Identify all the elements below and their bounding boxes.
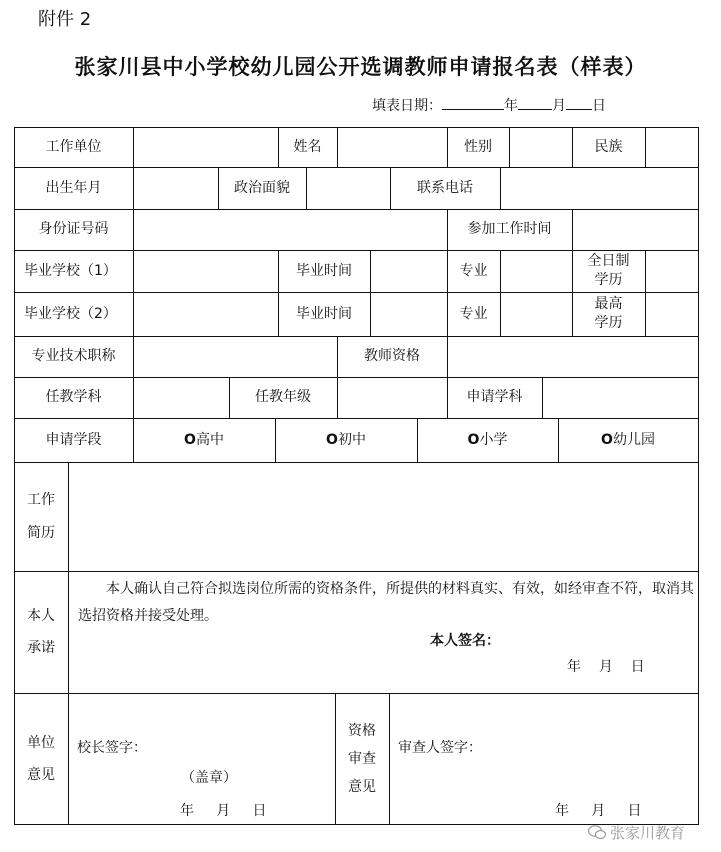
label-id-number: 身份证号码 bbox=[38, 221, 109, 238]
birth-date-field[interactable] bbox=[133, 167, 218, 209]
label-qualification-review bbox=[335, 693, 389, 825]
label-teacher-qual: 教师资格 bbox=[364, 348, 420, 365]
year-unit: 年 bbox=[504, 98, 518, 114]
month-unit: 月 bbox=[591, 803, 606, 819]
label-fulltime-edu-line2: 学历 bbox=[594, 272, 623, 288]
label-teaching-subject: 任教学科 bbox=[45, 389, 102, 406]
label-pledge-line2: 承诺 bbox=[27, 640, 55, 656]
label-work-history-line1: 工作 bbox=[27, 492, 55, 509]
label-grad-time-2: 毕业时间 bbox=[296, 305, 352, 322]
label-teaching-grade: 任教年级 bbox=[255, 389, 311, 406]
wechat-icon bbox=[588, 825, 606, 840]
work-history-field[interactable] bbox=[68, 462, 698, 571]
teaching-subject-field[interactable] bbox=[133, 377, 229, 418]
school-1-field[interactable] bbox=[133, 250, 278, 292]
day-unit: 日 bbox=[630, 659, 645, 675]
level-label: 高中 bbox=[195, 431, 224, 448]
political-status-field[interactable] bbox=[306, 167, 390, 209]
label-prof-title: 专业技术职称 bbox=[31, 348, 116, 365]
radio-circle-icon: O bbox=[184, 431, 196, 448]
name-field[interactable] bbox=[337, 127, 447, 167]
level-option-primary-school[interactable] bbox=[417, 418, 558, 462]
label-work-history bbox=[14, 462, 68, 571]
year-unit: 年 bbox=[180, 803, 194, 819]
month-unit: 月 bbox=[216, 803, 231, 819]
grad-time-2-field[interactable] bbox=[370, 292, 447, 336]
major-1-field[interactable] bbox=[500, 250, 572, 292]
gender-field[interactable] bbox=[509, 127, 572, 167]
label-review-line1: 资格 bbox=[348, 723, 376, 739]
year-unit: 年 bbox=[567, 659, 581, 675]
reviewer-signature-label[interactable]: 审查人签字： bbox=[398, 740, 482, 756]
label-fulltime-edu bbox=[572, 250, 645, 292]
teacher-qual-field[interactable] bbox=[447, 336, 698, 377]
radio-circle-icon: O bbox=[601, 431, 613, 448]
label-work-history-line2: 简历 bbox=[27, 524, 55, 541]
year-unit: 年 bbox=[555, 803, 569, 819]
label-work-unit: 工作单位 bbox=[45, 138, 102, 155]
label-school-1: 毕业学校（1） bbox=[24, 262, 117, 279]
fulltime-edu-field[interactable] bbox=[645, 250, 698, 292]
label-major-1: 专业 bbox=[459, 262, 488, 279]
month-unit: 月 bbox=[552, 98, 566, 114]
label-unit-opinion-line1: 单位 bbox=[27, 734, 55, 751]
label-fulltime-edu-line1: 全日制 bbox=[587, 253, 630, 270]
day-unit: 日 bbox=[592, 98, 606, 114]
label-pledge-line1: 本人 bbox=[27, 607, 55, 624]
level-option-middle-school[interactable] bbox=[275, 418, 417, 462]
level-option-kindergarten[interactable] bbox=[558, 418, 698, 462]
pledge-date bbox=[567, 656, 645, 676]
label-name: 姓名 bbox=[293, 138, 322, 155]
level-label: 初中 bbox=[337, 431, 366, 448]
fill-date-label: 填表日期： bbox=[372, 98, 442, 114]
label-gender: 性别 bbox=[464, 138, 492, 155]
label-applied-level: 申请学段 bbox=[45, 431, 102, 448]
highest-edu-field[interactable] bbox=[645, 292, 698, 336]
seal-label: （盖章） bbox=[181, 770, 237, 786]
label-birth-date: 出生年月 bbox=[45, 179, 102, 196]
label-unit-opinion-line2: 意见 bbox=[27, 767, 55, 783]
watermark bbox=[588, 822, 685, 843]
form-title: 张家川县中小学校幼儿园公开选调教师申请报名表（样表） bbox=[74, 55, 647, 79]
label-applied-subject: 申请学科 bbox=[466, 389, 523, 406]
unit-opinion-date bbox=[180, 800, 267, 820]
label-major-2: 专业 bbox=[459, 305, 488, 322]
radio-circle-icon: O bbox=[467, 431, 480, 448]
label-highest-edu bbox=[572, 292, 645, 336]
ethnicity-field[interactable] bbox=[645, 127, 698, 167]
label-political-status: 政治面貌 bbox=[234, 179, 290, 196]
label-grad-time-1: 毕业时间 bbox=[296, 262, 352, 279]
prof-title-field[interactable] bbox=[133, 336, 337, 377]
self-signature-label[interactable]: 本人签名： bbox=[430, 633, 500, 649]
label-pledge bbox=[14, 571, 68, 693]
applied-subject-field[interactable] bbox=[542, 377, 698, 418]
work-start-field[interactable] bbox=[572, 209, 698, 250]
label-phone: 联系电话 bbox=[417, 179, 473, 196]
label-review-line2: 审查 bbox=[348, 751, 376, 767]
pledge-text: 本人确认自己符合拟选岗位所需的资格条件，所提供的材料真实、有效，如经审查不符，取消其选招资格并接受处理。 bbox=[78, 581, 694, 624]
watermark-text: 张家川教育 bbox=[610, 824, 686, 842]
major-2-field[interactable] bbox=[500, 292, 572, 336]
id-number-field[interactable] bbox=[133, 209, 447, 250]
label-review-line3: 意见 bbox=[348, 779, 376, 795]
radio-circle-icon: O bbox=[326, 431, 338, 448]
review-date bbox=[555, 800, 642, 820]
label-ethnicity: 民族 bbox=[594, 138, 623, 155]
phone-field[interactable] bbox=[500, 167, 698, 209]
label-work-start: 参加工作时间 bbox=[467, 221, 552, 238]
label-highest-edu-line2: 学历 bbox=[594, 315, 623, 331]
work-unit-field[interactable] bbox=[133, 127, 278, 167]
teaching-grade-field[interactable] bbox=[337, 377, 447, 418]
school-2-field[interactable] bbox=[133, 292, 278, 336]
grad-time-1-field[interactable] bbox=[370, 250, 447, 292]
label-school-2: 毕业学校（2） bbox=[24, 305, 117, 322]
principal-signature-label[interactable]: 校长签字： bbox=[77, 740, 147, 756]
label-unit-opinion bbox=[14, 693, 68, 825]
month-unit: 月 bbox=[598, 659, 613, 675]
day-unit: 日 bbox=[627, 803, 642, 819]
level-label: 小学 bbox=[479, 431, 508, 448]
attachment-label: 附件 2 bbox=[38, 9, 92, 30]
label-highest-edu-line1: 最高 bbox=[594, 296, 623, 313]
level-label: 幼儿园 bbox=[612, 431, 655, 448]
level-option-high-school[interactable] bbox=[133, 418, 275, 462]
day-unit: 日 bbox=[252, 803, 267, 819]
